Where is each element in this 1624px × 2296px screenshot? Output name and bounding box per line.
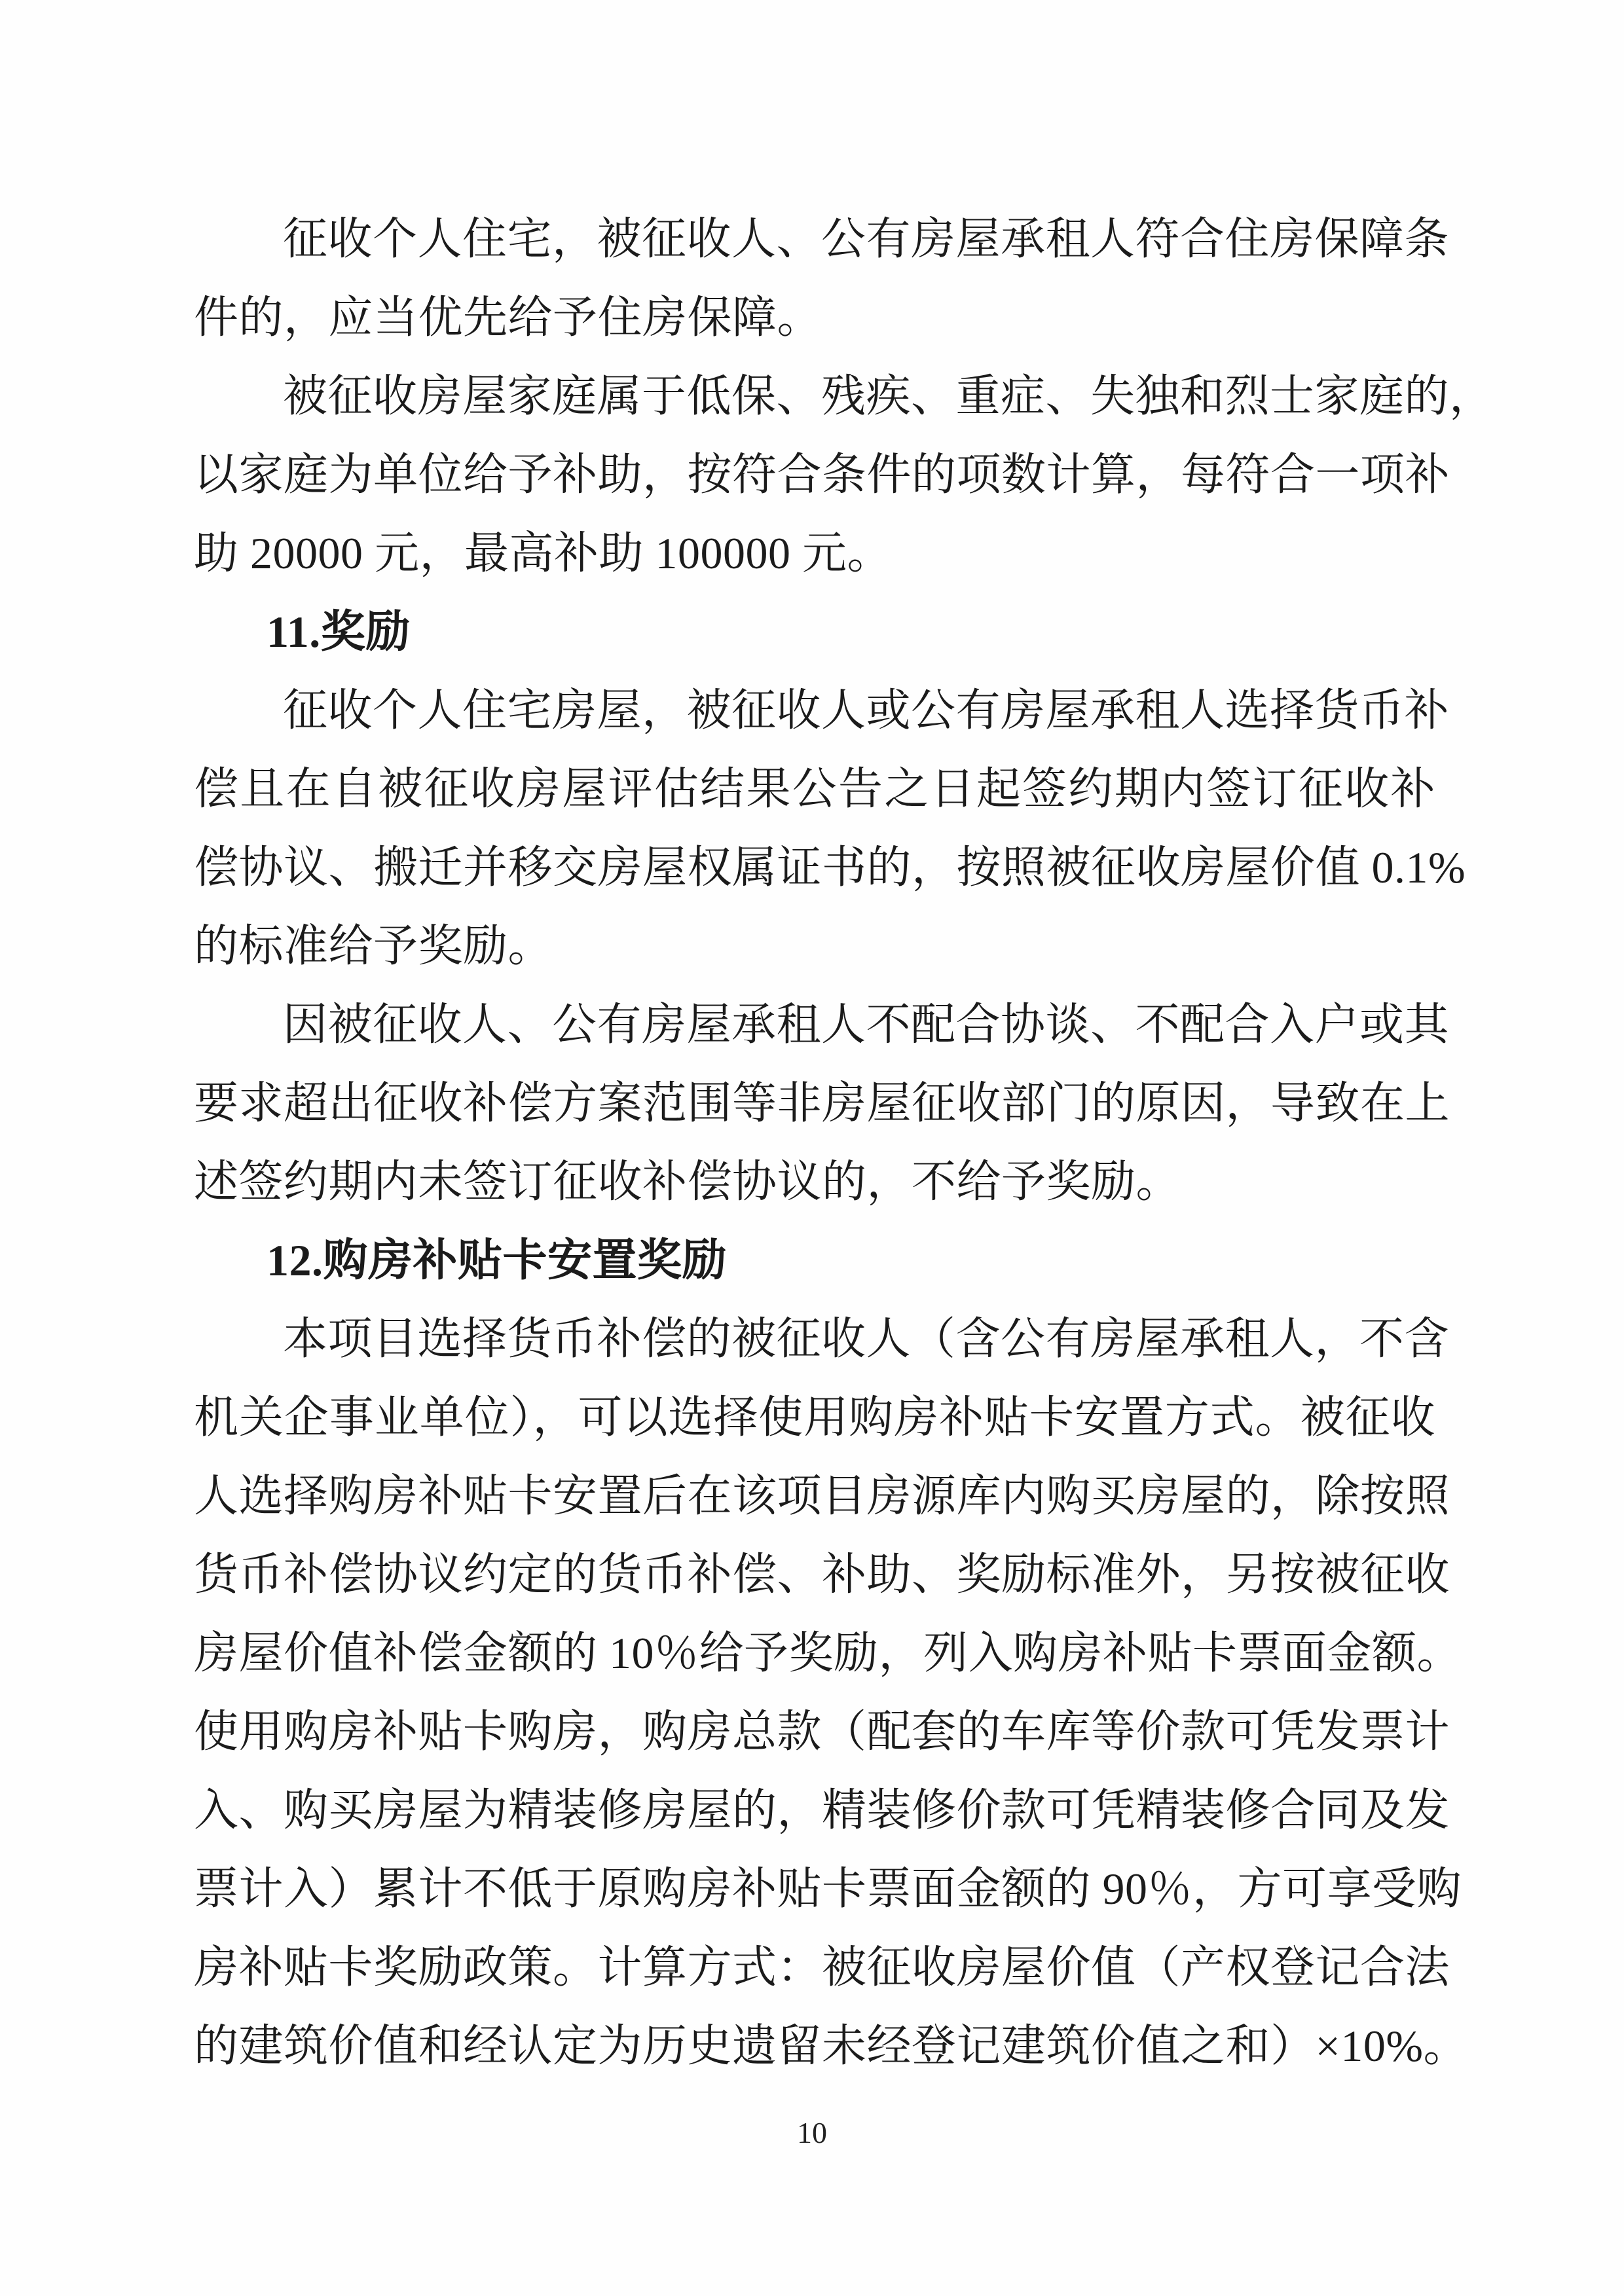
heading-line: 11.奖励 bbox=[267, 607, 411, 657]
paragraph bbox=[194, 1300, 1468, 2085]
text-line: 征收个人住宅，被征收人、公有房屋承租人符合住房保障条 bbox=[283, 214, 1450, 264]
text-line: 以家庭为单位给予补助，按符合条件的项数计算，每符合一项补 bbox=[194, 450, 1450, 500]
text-line: 机关企事业单位），可以选择使用购房补贴卡安置方式。被征收 bbox=[194, 1393, 1435, 1442]
paragraph bbox=[194, 985, 1450, 1221]
text-line: 偿且在自被征收房屋评估结果公告之日起签约期内签订征收补 bbox=[194, 764, 1435, 814]
text-line: 因被征收人、公有房屋承租人不配合协谈、不配合入户或其 bbox=[283, 1000, 1450, 1049]
text-line: 人选择购房补贴卡安置后在该项目房源库内购买房屋的，除按照 bbox=[194, 1471, 1450, 1521]
text-line: 要求超出征收补偿方案范围等非房屋征收部门的原因，导致在上 bbox=[194, 1078, 1450, 1128]
section-heading bbox=[194, 1221, 1435, 1300]
text-line: 被征收房屋家庭属于低保、残疾、重症、失独和烈士家庭的， bbox=[283, 371, 1494, 421]
text-line: 述签约期内未签订征收补偿协议的，不给予奖励。 bbox=[194, 1157, 1181, 1207]
heading-line: 12.购房补贴卡安置奖励 bbox=[267, 1235, 728, 1285]
section-heading bbox=[194, 592, 1435, 671]
text-line: 票计入）累计不低于原购房补贴卡票面金额的 90％，方可享受购 bbox=[194, 1864, 1462, 1914]
text-line: 的标准给予奖励。 bbox=[194, 921, 553, 971]
paragraph bbox=[194, 200, 1450, 357]
text-line: 本项目选择货币补偿的被征收人（含公有房屋承租人，不含 bbox=[283, 1314, 1450, 1364]
text-line: 偿协议、搬迁并移交房屋权属证书的，按照被征收房屋价值 0.1% bbox=[194, 843, 1466, 892]
paragraph bbox=[194, 671, 1466, 985]
text-line: 助 20000 元，最高补助 100000 元。 bbox=[194, 528, 893, 578]
paragraph bbox=[194, 357, 1494, 592]
page-number: 10 bbox=[797, 2116, 827, 2149]
text-line: 房补贴卡奖励政策。计算方式：被征收房屋价值（产权登记合法 bbox=[194, 1942, 1450, 1992]
document-body bbox=[194, 200, 1494, 2085]
text-line: 货币补偿协议约定的货币补偿、补助、奖励标准外，另按被征收 bbox=[194, 1550, 1450, 1599]
text-line: 使用购房补贴卡购房，购房总款（配套的车库等价款可凭发票计 bbox=[194, 1707, 1450, 1757]
text-line: 入、购买房屋为精装修房屋的，精装修价款可凭精装修合同及发 bbox=[194, 1785, 1450, 1835]
text-line: 房屋价值补偿金额的 10％给予奖励，列入购房补贴卡票面金额。 bbox=[194, 1628, 1462, 1678]
text-line: 征收个人住宅房屋，被征收人或公有房屋承租人选择货币补 bbox=[283, 685, 1450, 735]
text-line: 件的，应当优先给予住房保障。 bbox=[194, 293, 822, 342]
text-line: 的建筑价值和经认定为历史遗留未经登记建筑价值之和）×10%。 bbox=[194, 2021, 1468, 2071]
